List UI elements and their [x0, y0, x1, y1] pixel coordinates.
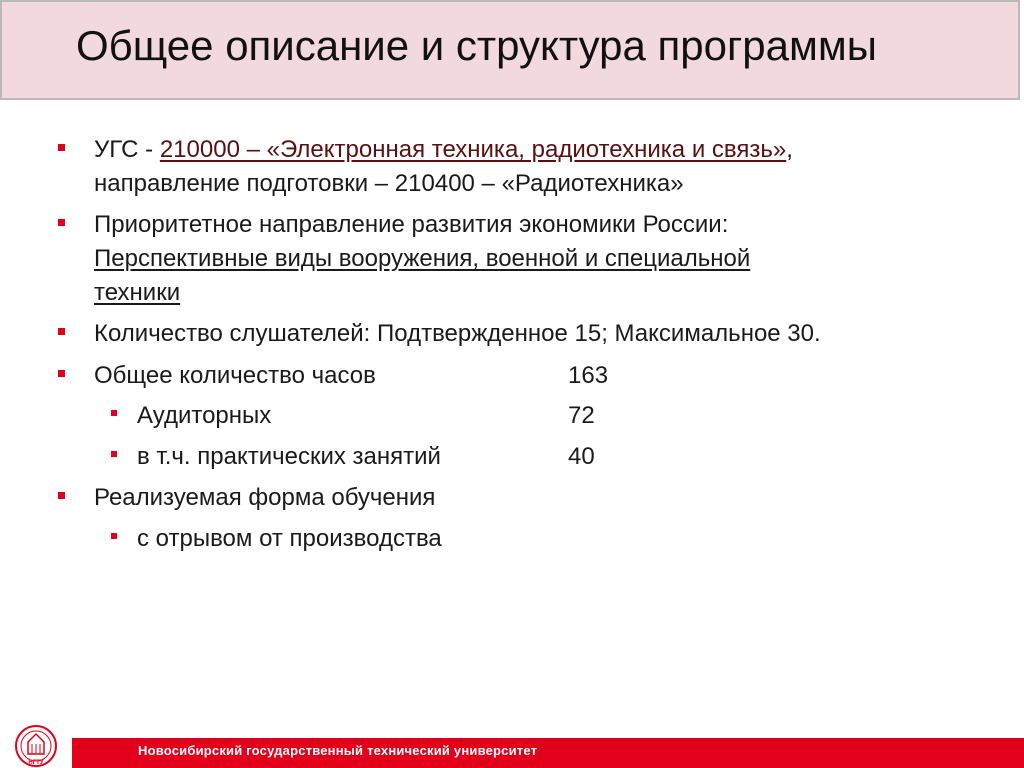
total-hours-value: 163	[568, 362, 609, 389]
bullet-priority-line3	[94, 276, 180, 310]
bullet-total-hours	[94, 359, 376, 393]
auditory-label: Аудиторных	[137, 402, 272, 429]
auditory-value: 72	[568, 402, 595, 429]
bullet-listeners	[94, 317, 821, 351]
bullet-priority-line2	[94, 242, 750, 276]
footer-university-name: Новосибирский государственный технический университет	[138, 743, 538, 758]
svg-text:НГТУ: НГТУ	[28, 760, 44, 766]
ugs-link[interactable]: 210000 – «Электронная техника, радиотехника и связь»	[159, 136, 787, 163]
priority-link-line1[interactable]: Перспективные виды вооружения, военной и специальной	[94, 245, 751, 272]
practical-value: 40	[568, 443, 595, 470]
sub-bullet-practical	[137, 440, 441, 474]
bullet-marker-icon	[58, 492, 65, 499]
priority-link-line2[interactable]: техники	[94, 279, 181, 306]
direction-text: направление подготовки – 210400 – «Радиотехника»	[94, 170, 684, 197]
bullet-study-form	[94, 481, 435, 515]
ugs-suffix: ,	[786, 136, 793, 163]
listeners-text: Количество слушателей: Подтвержденное 15; Максимальное 30.	[94, 320, 821, 347]
ugs-prefix: УГС -	[94, 136, 160, 163]
logo-lettering	[8, 724, 64, 768]
bullet-priority	[94, 208, 728, 242]
off-job-label: с отрывом от производства	[137, 525, 442, 552]
bullet-marker-icon	[58, 328, 65, 335]
sub-bullet-marker-icon	[111, 410, 117, 416]
study-form-label: Реализуемая форма обучения	[94, 484, 436, 511]
sub-bullet-auditory	[137, 399, 271, 433]
footer	[0, 724, 1024, 768]
sub-bullet-off-job	[137, 522, 442, 556]
bullet-ugs	[94, 133, 793, 167]
slide-title: Общее описание и структура программы	[76, 22, 877, 69]
bullet-ugs-line2	[94, 167, 684, 201]
sub-bullet-marker-icon	[111, 533, 117, 539]
bullet-marker-icon	[58, 144, 65, 151]
sub-bullet-marker-icon	[111, 451, 117, 457]
bullet-marker-icon	[58, 370, 65, 377]
practical-label: в т.ч. практических занятий	[137, 443, 441, 470]
total-hours-label: Общее количество часов	[94, 362, 376, 389]
bullet-marker-icon	[58, 219, 65, 226]
priority-text: Приоритетное направление развития экономики России:	[94, 211, 729, 238]
